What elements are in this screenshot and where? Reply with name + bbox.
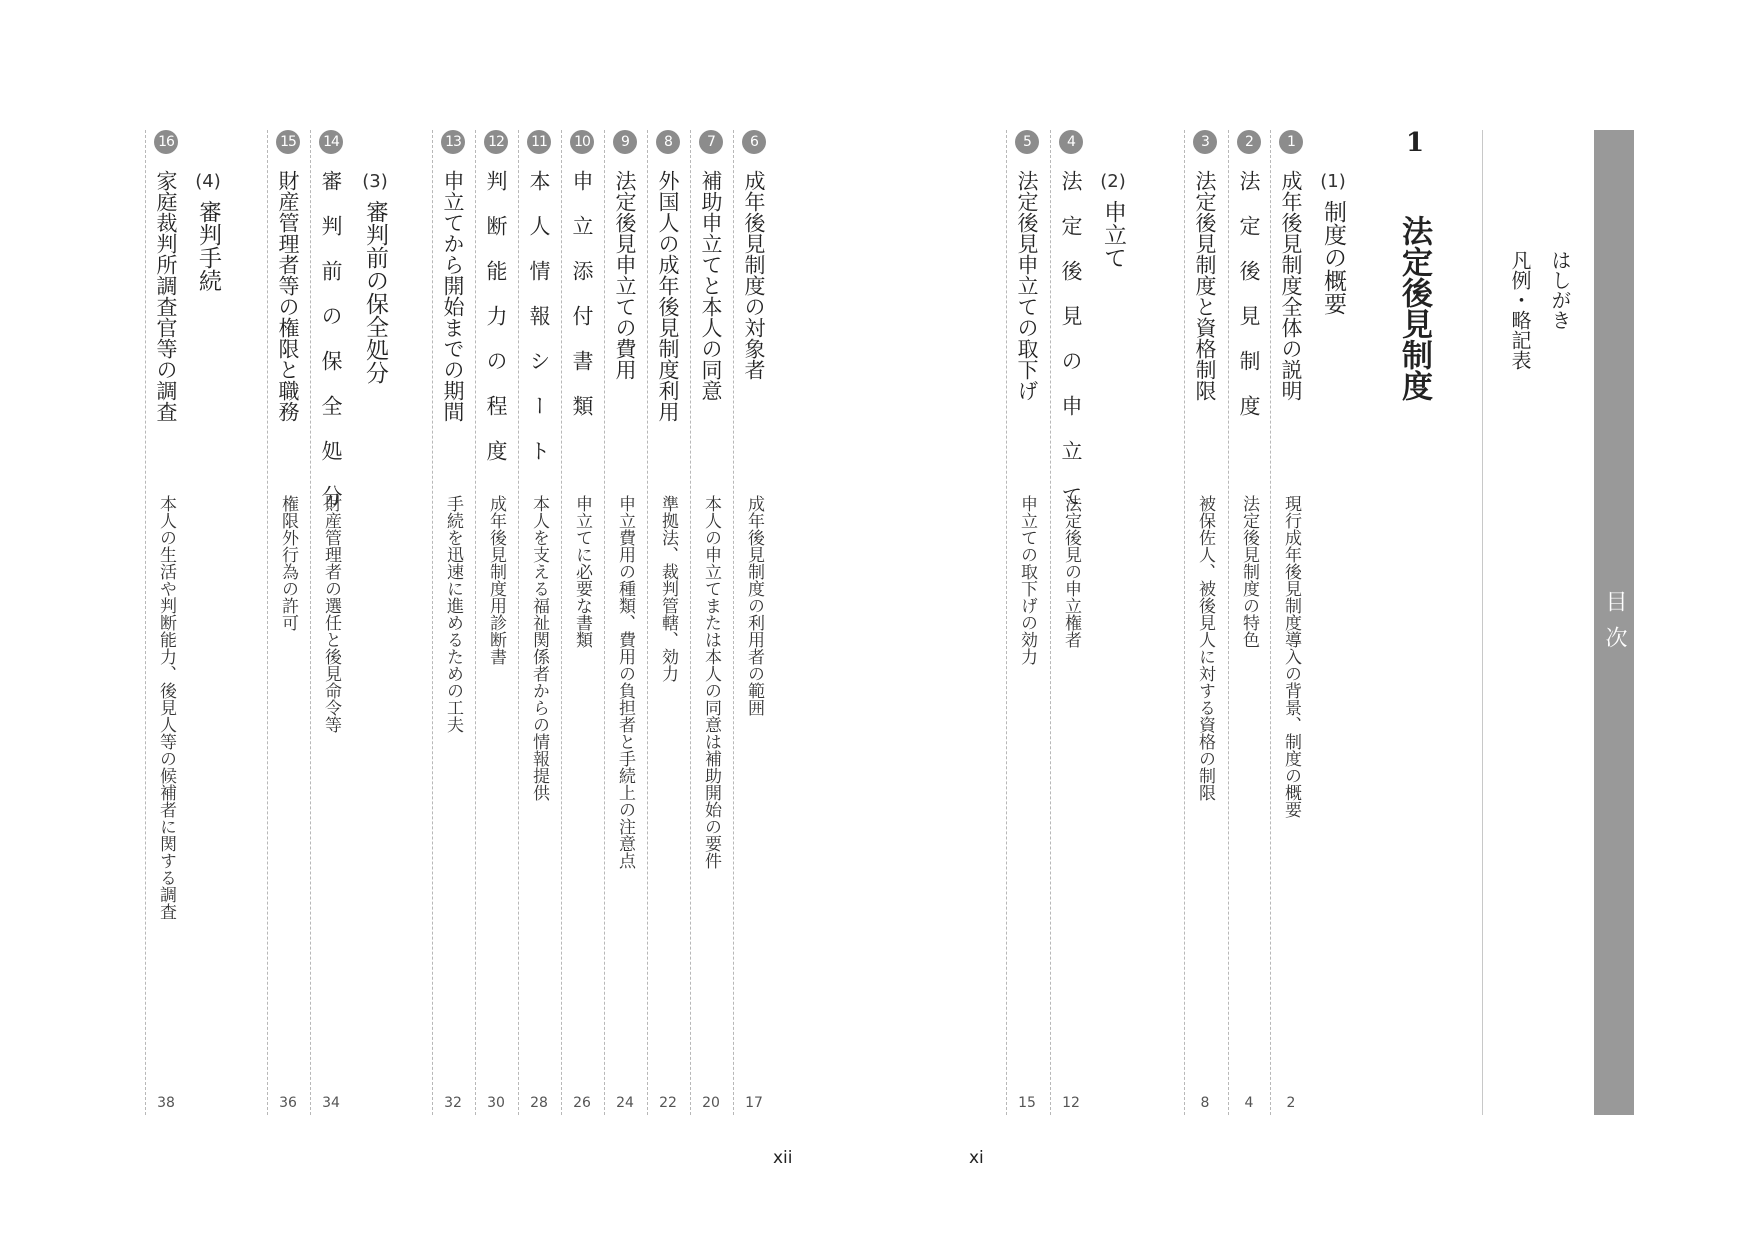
section-2	[1093, 170, 1133, 1040]
toc-item[interactable]	[733, 130, 774, 1115]
item-page: 8	[1200, 1095, 1210, 1111]
section-number: (1)	[1320, 171, 1346, 192]
item-number-badge: 7	[699, 130, 723, 154]
item-description: 本人の生活や判断能力、後見人等の候補者に関する調査	[156, 495, 176, 920]
item-page: 2	[1286, 1095, 1296, 1111]
item-page: 38	[157, 1095, 175, 1111]
section-number: (2)	[1100, 171, 1126, 192]
toc-item[interactable]	[647, 130, 688, 1115]
item-title[interactable]: 財産管理者等の権限と職務	[276, 170, 300, 422]
toc-item[interactable]	[475, 130, 516, 1115]
item-number-badge: 1	[1279, 130, 1303, 154]
item-number-badge: 16	[154, 130, 178, 154]
item-number-badge: 13	[441, 130, 465, 154]
item-title[interactable]: 法定後見申立ての取下げ	[1015, 170, 1039, 401]
item-title[interactable]: 法定後見制度と資格制限	[1193, 170, 1217, 401]
item-number-badge: 15	[276, 130, 300, 154]
item-title[interactable]: 家庭裁判所調査官等の調査	[154, 170, 178, 422]
section-3	[355, 170, 395, 1040]
toc-banner	[1594, 130, 1634, 1115]
item-page: 15	[1018, 1095, 1036, 1111]
section-1	[1313, 170, 1353, 1040]
item-page: 34	[322, 1095, 340, 1111]
item-number-badge: 10	[570, 130, 594, 154]
item-description: 現行成年後見制度導入の背景、制度の概要	[1281, 495, 1301, 818]
item-page: 22	[659, 1095, 677, 1111]
item-title[interactable]: 外国人の成年後見制度利用	[656, 170, 680, 422]
item-page: 26	[573, 1095, 591, 1111]
divider	[1482, 130, 1483, 1115]
item-title[interactable]: 申 立 添 付 書 類	[570, 170, 594, 416]
toc-item[interactable]	[690, 130, 731, 1115]
item-description: 本人の申立てまたは本人の同意は補助開始の要件	[701, 495, 721, 869]
item-page: 36	[279, 1095, 297, 1111]
toc-item[interactable]	[1006, 130, 1047, 1115]
item-number-badge: 5	[1015, 130, 1039, 154]
item-title[interactable]: 申立てから開始までの期間	[441, 170, 465, 422]
item-description: 準拠法、裁判管轄、効力	[658, 495, 678, 682]
toc-item[interactable]	[1228, 130, 1269, 1115]
item-title[interactable]: 審 判 前 の 保 全 処 分	[319, 170, 343, 506]
toc-item[interactable]	[432, 130, 473, 1115]
item-page: 4	[1244, 1095, 1254, 1111]
item-description: 申立費用の種類、費用の負担者と手続上の注意点	[615, 495, 635, 869]
item-description: 本人を支える福祉関係者からの情報提供	[529, 495, 549, 801]
item-page: 12	[1062, 1095, 1080, 1111]
folio-right: xi	[969, 1148, 984, 1168]
item-description: 成年後見制度用診断書	[486, 495, 506, 665]
item-page: 17	[745, 1095, 763, 1111]
item-title[interactable]: 法 定 後 見 の 申 立 て	[1059, 170, 1083, 506]
toc-item[interactable]	[310, 130, 351, 1115]
item-description: 財産管理者の選任と後見命令等	[321, 495, 341, 733]
section-title[interactable]: 審判前の保全処分	[362, 200, 388, 384]
item-title[interactable]: 本 人 情 報 シ ー ト	[527, 170, 551, 461]
item-description: 法定後見制度の特色	[1239, 495, 1259, 648]
item-description: 成年後見制度の利用者の範囲	[744, 495, 764, 716]
item-page: 20	[702, 1095, 720, 1111]
section-title[interactable]: 制度の概要	[1320, 200, 1346, 315]
item-title[interactable]: 法 定 後 見 制 度	[1237, 170, 1261, 416]
item-number-badge: 4	[1059, 130, 1083, 154]
item-title[interactable]: 成年後見制度の対象者	[742, 170, 766, 380]
item-number-badge: 2	[1237, 130, 1261, 154]
item-number-badge: 11	[527, 130, 551, 154]
item-title[interactable]: 補助申立てと本人の同意	[699, 170, 723, 401]
item-description: 手続を迅速に進めるための工夫	[443, 495, 463, 733]
toc-item[interactable]	[518, 130, 559, 1115]
toc-item[interactable]	[267, 130, 308, 1115]
front-matter-preface[interactable]: はしがき	[1548, 250, 1572, 330]
chapter-title: 法定後見制度	[1396, 215, 1432, 401]
item-title[interactable]: 成年後見制度全体の説明	[1279, 170, 1303, 401]
section-4	[188, 170, 228, 1040]
toc-item[interactable]	[561, 130, 602, 1115]
item-page: 28	[530, 1095, 548, 1111]
toc-item[interactable]	[1050, 130, 1091, 1115]
item-number-badge: 8	[656, 130, 680, 154]
item-description: 申立てに必要な書類	[572, 495, 592, 648]
item-number-badge: 9	[613, 130, 637, 154]
item-description: 申立ての取下げの効力	[1017, 495, 1037, 665]
folio-left: xii	[773, 1148, 793, 1168]
item-number-badge: 14	[319, 130, 343, 154]
item-page: 24	[616, 1095, 634, 1111]
section-title[interactable]: 申立て	[1100, 200, 1126, 269]
toc-item[interactable]	[604, 130, 645, 1115]
item-page: 30	[487, 1095, 505, 1111]
chapter-number: 1	[1405, 128, 1425, 158]
section-number: (3)	[362, 171, 388, 192]
item-description: 被保佐人、被後見人に対する資格の制限	[1195, 495, 1215, 801]
toc-item[interactable]	[1184, 130, 1225, 1115]
item-number-badge: 12	[484, 130, 508, 154]
item-number-badge: 3	[1193, 130, 1217, 154]
item-description: 権限外行為の許可	[278, 495, 298, 631]
toc-item[interactable]	[145, 130, 186, 1115]
section-number: (4)	[195, 171, 221, 192]
section-title[interactable]: 審判手続	[195, 200, 221, 292]
item-description: 法定後見の申立権者	[1061, 495, 1081, 648]
toc-item[interactable]	[1270, 130, 1311, 1115]
toc-heading: 目次	[1602, 590, 1627, 662]
item-title[interactable]: 法定後見申立ての費用	[613, 170, 637, 380]
item-number-badge: 6	[742, 130, 766, 154]
front-matter-legend[interactable]: 凡例・略記表	[1508, 250, 1532, 370]
item-page: 32	[444, 1095, 462, 1111]
item-title[interactable]: 判 断 能 力 の 程 度	[484, 170, 508, 461]
